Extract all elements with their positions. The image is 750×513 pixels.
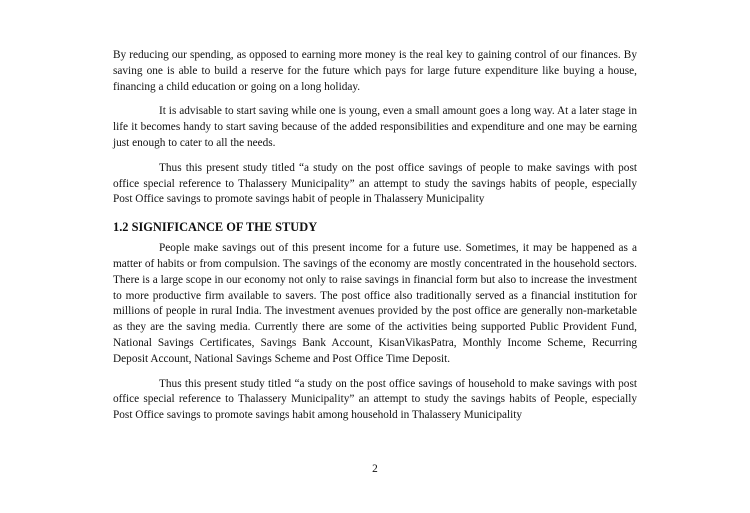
paragraph-saving-young: It is advisable to start saving while one is young, even a small amount goes a long way. At a later stage in life it becomes handy to start saving because of the added responsibilities and expenditure and one may be earning just enough to cater to all the needs. <box>113 105 637 149</box>
document-page <box>113 48 637 424</box>
paragraph-study-title-people: Thus this present study titled “a study on the post office savings of people to make savings with post office special reference to Thalassery Municipality” an attempt to study the savings habits of people, especially Post Office savings to promote savings habit of people in Thalassery Municipality <box>113 161 637 206</box>
paragraph-spending: By reducing our spending, as opposed to earning more money is the real key to gaining control of our finances. By saving one is able to build a reserve for the future which pays for large future expenditure like buying a house, financing a child education or going on a long holiday. <box>113 49 637 93</box>
paragraph-study-title-household: Thus this present study titled “a study on the post office savings of household to make savings with post office special reference to Thalassery Municipality” an attempt to study the savings habits of People, especially Post Office savings to promote savings habit among household in Thalassery Municipality <box>113 377 637 422</box>
section-heading: 1.2 SIGNIFICANCE OF THE STUDY <box>113 220 318 235</box>
paragraph-significance: People make savings out of this present income for a future use. Sometimes, it may be happened as a matter of habits or from compulsion. The savings of the economy are mostly concentrated in the household sectors. There is a large scope in our economy not only to raise savings in financial form but also to increase the investment to more productive firm available to savers. The post office also traditionally served as a financial institution for millions of people in rural India. The investment avenues provided by the post office are generally non-marketable as they are the saving media. Currently there are some of the activities being supported Public Provident Fund, National Savings Certificates, Savings Bank Account, KisanVikasPatra, Monthly Income Scheme, Recurring Deposit Account, National Savings Scheme and Post Office Time Deposit. <box>113 242 637 365</box>
page-number: 2 <box>372 463 378 475</box>
